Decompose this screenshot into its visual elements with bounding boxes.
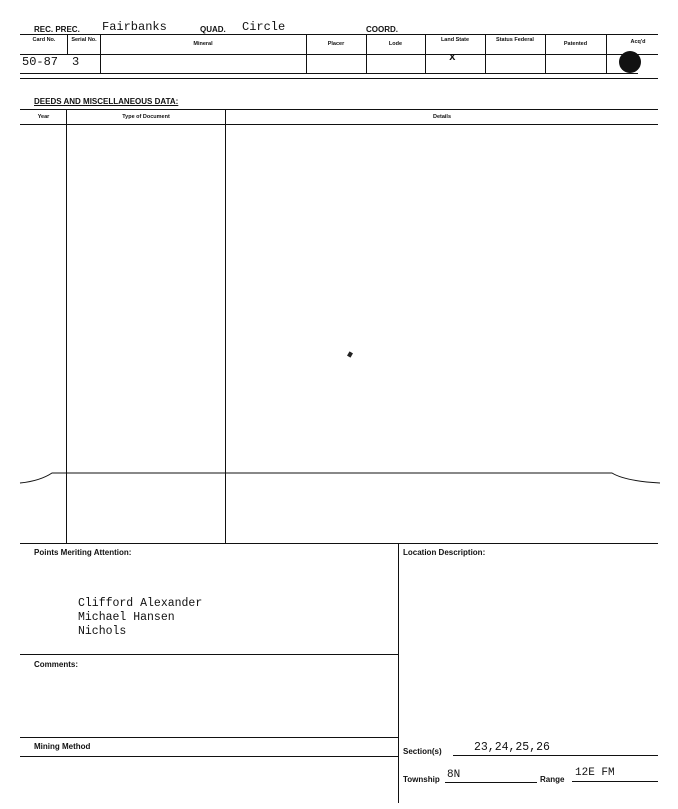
col-divider: [306, 34, 307, 74]
mining-rule: [20, 737, 398, 738]
col-patented: Patented: [563, 41, 588, 47]
col-status-federal: Status Federal: [496, 37, 534, 43]
deeds-rule-head: [20, 124, 658, 125]
deeds-rule-top: [20, 109, 658, 110]
card-no-value: 50-87: [22, 55, 59, 69]
quad-label: QUAD.: [200, 25, 226, 34]
bottom-divider: [398, 543, 399, 803]
col-mineral: Mineral: [193, 41, 213, 47]
quad-value: Circle: [242, 20, 286, 34]
col-card-no: Card No.: [32, 37, 56, 43]
points-label: Points Meriting Attention:: [34, 548, 132, 557]
col-year: Year: [37, 114, 50, 120]
sections-value: 23,24,25,26: [474, 741, 550, 754]
serial-no-value: 3: [72, 55, 80, 69]
rec-prec-value: Fairbanks: [102, 20, 167, 34]
points-name-1: Clifford Alexander: [78, 597, 203, 610]
deeds-title: DEEDS AND MISCELLANEOUS DATA:: [34, 97, 179, 106]
location-label: Location Description:: [403, 548, 486, 557]
mining-rule-2: [20, 756, 398, 757]
sections-line: [453, 755, 658, 756]
speck: [347, 351, 353, 357]
col-placer: Placer: [327, 41, 345, 47]
col-divider: [606, 34, 607, 74]
header-rule-top: [20, 34, 658, 35]
col-divider: [425, 34, 426, 74]
rec-prec-label: REC. PREC.: [34, 25, 80, 34]
township-line: [445, 782, 537, 783]
col-divider: [545, 34, 546, 74]
township-value: 8N: [447, 769, 461, 781]
col-lode: Lode: [388, 41, 403, 47]
col-divider: [100, 34, 101, 74]
header-rule-bottom2: [20, 78, 658, 79]
col-acquired: Acq'd: [630, 39, 646, 45]
range-value: 12E FM: [575, 767, 615, 779]
range-line: [572, 781, 658, 782]
mining-label: Mining Method: [34, 742, 91, 751]
col-type: Type of Document: [122, 114, 170, 120]
col-land-state: Land State: [440, 37, 470, 43]
bottom-rule-top: [20, 543, 658, 544]
points-names: [78, 597, 202, 639]
sections-label: Section(s): [403, 747, 442, 756]
comments-label: Comments:: [34, 660, 79, 669]
col-serial-no: Serial No.: [71, 37, 97, 43]
range-label: Range: [540, 775, 565, 784]
col-details: Details: [432, 114, 452, 120]
coord-label: COORD.: [366, 25, 398, 34]
points-name-3: Nichols: [78, 625, 127, 638]
points-name-2: Michael Hansen: [78, 611, 175, 624]
land-state-mark: x: [449, 52, 456, 64]
township-label: Township: [403, 775, 440, 784]
comments-rule: [20, 654, 398, 655]
col-divider: [366, 34, 367, 74]
header-rule-mid: [20, 54, 658, 55]
punch-hole: [619, 51, 641, 73]
fold-seam: [0, 465, 678, 495]
col-divider: [485, 34, 486, 74]
